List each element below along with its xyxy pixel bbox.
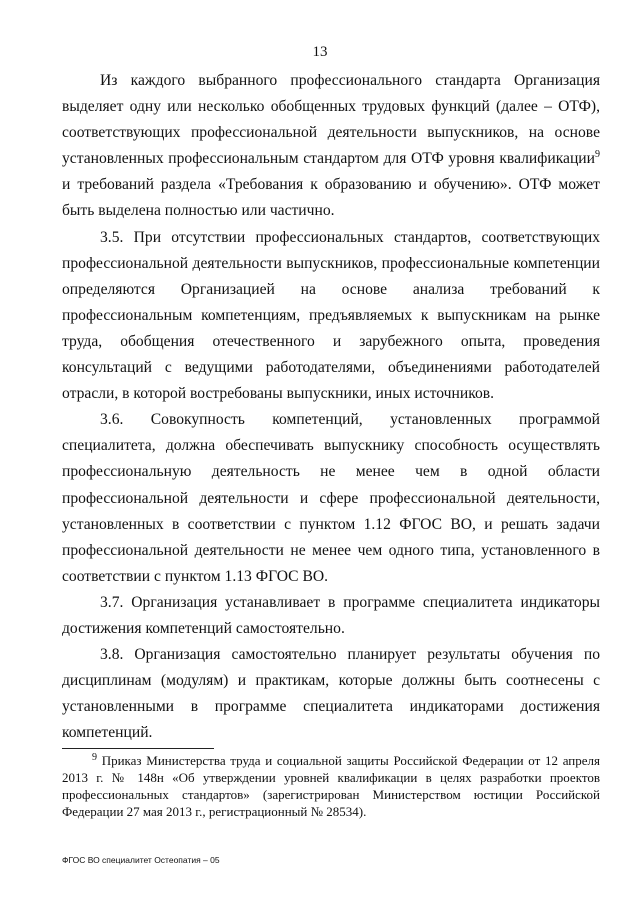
footnote-9 [62,752,600,820]
paragraph-3-7: 3.7. Организация устанавливает в программе специалитета индикаторы достижения компетенций самостоятельно. [62,593,600,637]
footnote-text: Приказ Министерства труда и социальной защиты Российской Федерации от 12 апреля 2013 г. № 148н «Об утверждении уровней квалификации в целях разработки проектов профессиональных стандартов» (зарегистрирован Министерством юстиции Российской Федерации 27 мая 2013 г., регистрационный № 28534). [62,753,600,819]
paragraph-otf [62,68,600,225]
paragraph-3-6: 3.6. Совокупность компетенций, установленных программой специалитета, должна обеспечивать выпускнику способность осуществлять профессиональную деятельность не менее чем в одной области профессиональной деятельности и сфере профессиональной деятельности, установленных в соответствии с пунктом 1.12 ФГОС ВО, и решать задачи профессиональной деятельности не менее чем одного типа, установленного в соответствии с пунктом 1.13 ФГОС ВО. [62,411,600,585]
page-number: 13 [312,44,328,60]
paragraph-otf-text: Из каждого выбранного профессионального стандарта Организация выделяет одну или несколько обобщенных трудовых функций (далее – ОТФ), соответствующих профессиональной деятельности выпускников, на основе установленных профессиональным стандартом для ОТФ уровня квалификации [62,72,600,168]
footnote-mark: 9 [92,751,97,763]
document-body [62,68,600,746]
document-footer: ФГОС ВО специалитет Остеопатия – 05 [62,855,220,865]
paragraph-3-8: 3.8. Организация самостоятельно планирует результаты обучения по дисциплинам (модулям) и практикам, которые должны быть соотнесены с установленными в программе специалитета индикаторами достижения компетенций. [62,646,600,742]
paragraph-3-5: 3.5. При отсутствии профессиональных стандартов, соответствующих профессиональной деятельности выпускников, профессиональные компетенции определяются Организацией на основе анализа требований к профессиональным компетенциям, предъявляемых к выпускникам на рынке труда, обобщения отечественного и зарубежного опыта, проведения консультаций с ведущими работодателями, объединениями работодателей отрасли, в которой востребованы выпускники, иных источников. [62,228,600,403]
footnote-ref-9[interactable]: 9 [595,149,600,161]
paragraph-otf-tail: и требований раздела «Требования к образованию и обучению». ОТФ может быть выделена полностью или частично. [62,176,600,220]
footnote-divider [62,748,214,749]
